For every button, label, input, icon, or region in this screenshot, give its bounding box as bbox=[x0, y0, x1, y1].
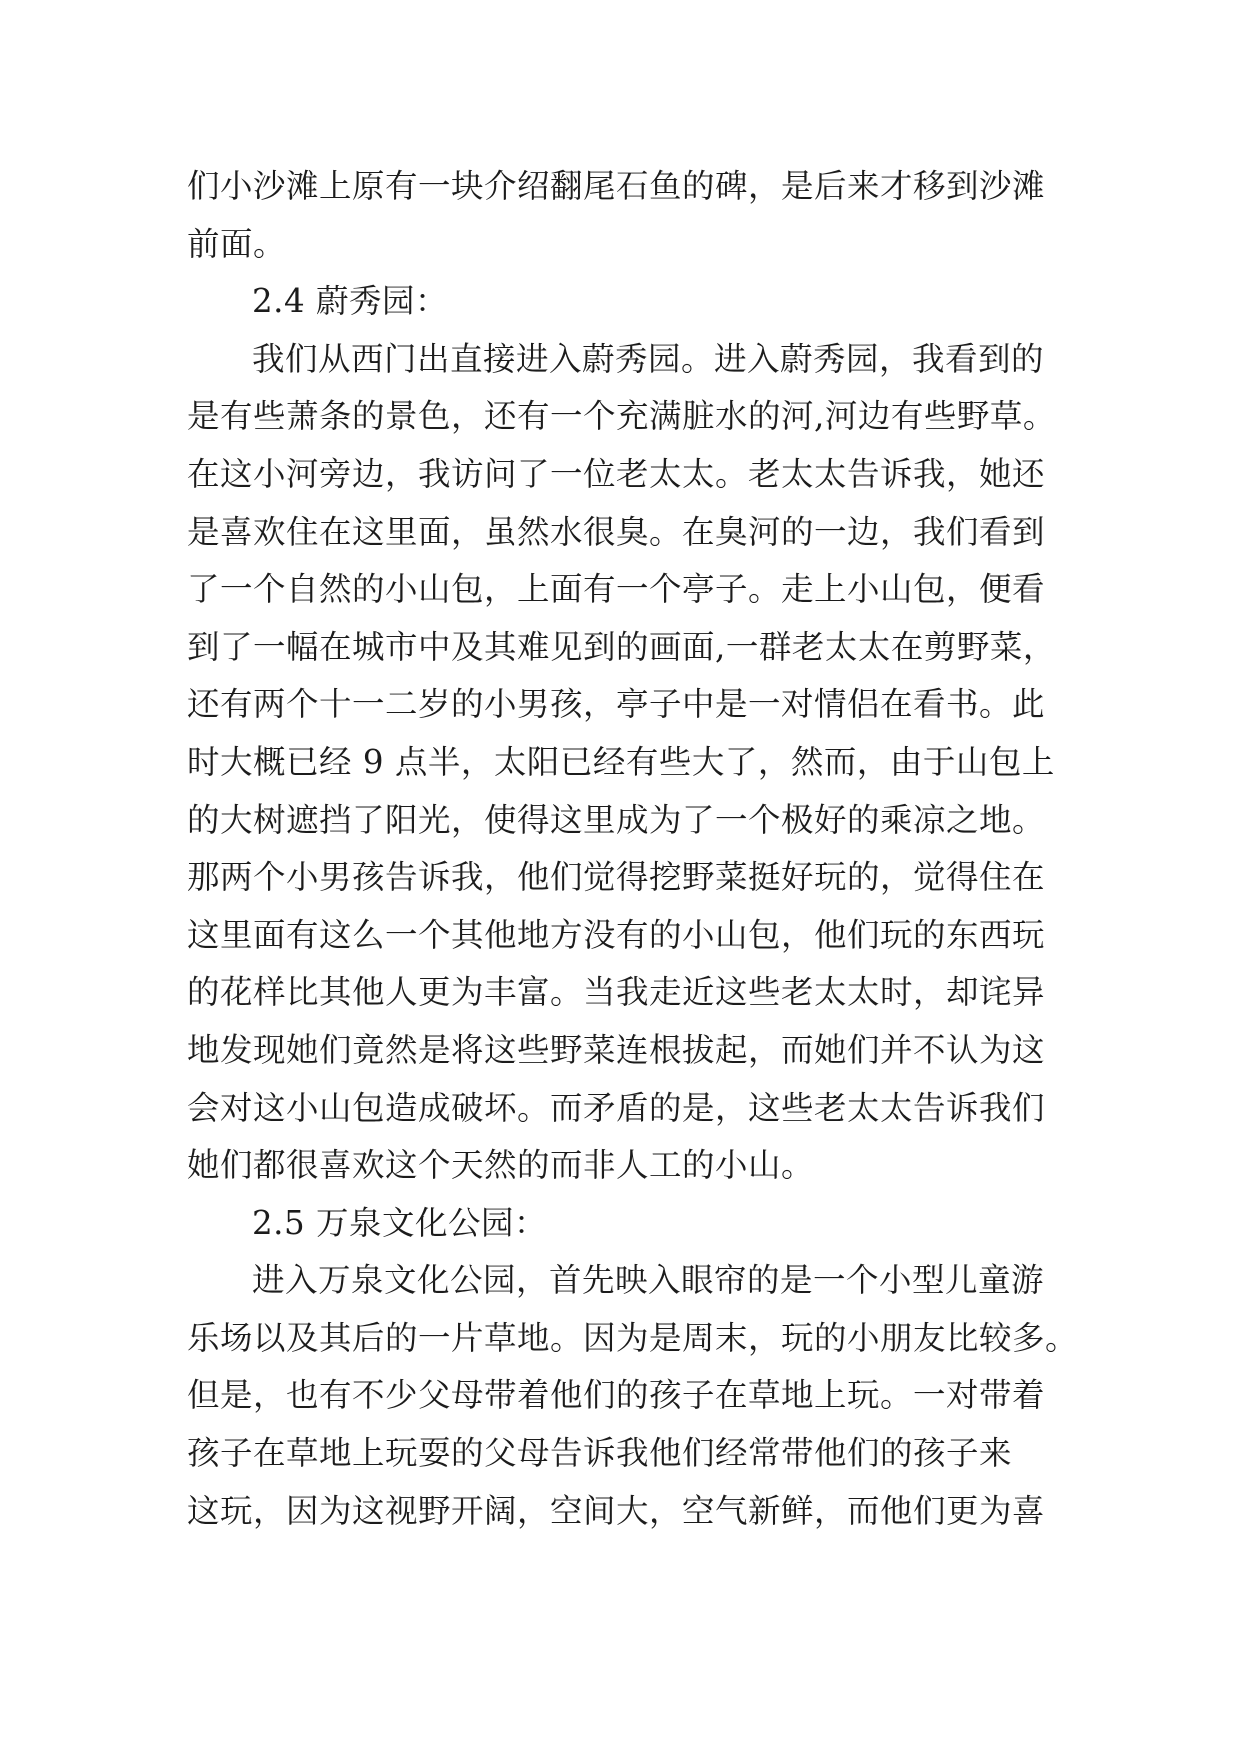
paragraph-line: 是有些萧条的景色，还有一个充满脏水的河,河边有些野草。 bbox=[187, 397, 1056, 436]
section-heading-2-5: 2.5 万泉文化公园： bbox=[252, 1203, 548, 1242]
section-heading-2-4: 2.4 蔚秀园： bbox=[252, 282, 449, 321]
paragraph-line: 我们从西门出直接进入蔚秀园。进入蔚秀园，我看到的 bbox=[252, 339, 1045, 378]
paragraph-line: 在这小河旁边，我访问了一位老太太。老太太告诉我，她还 bbox=[187, 454, 1046, 493]
paragraph-line: 前面。 bbox=[187, 224, 287, 263]
paragraph-line: 但是，也有不少父母带着他们的孩子在草地上玩。一对带着 bbox=[187, 1376, 1046, 1415]
paragraph-line: 的大树遮挡了阳光，使得这里成为了一个极好的乘凉之地。 bbox=[187, 800, 1046, 839]
paragraph-line: 这玩，因为这视野开阔，空间大，空气新鲜，而他们更为喜 bbox=[187, 1491, 1046, 1530]
paragraph-line: 进入万泉文化公园，首先映入眼帘的是一个小型儿童游 bbox=[252, 1261, 1045, 1300]
paragraph-line: 这里面有这么一个其他地方没有的小山包，他们玩的东西玩 bbox=[187, 915, 1046, 954]
body-text bbox=[187, 158, 1079, 1540]
paragraph-line: 还有两个十一二岁的小男孩，亭子中是一对情侣在看书。此 bbox=[187, 685, 1046, 724]
paragraph-line: 那两个小男孩告诉我，他们觉得挖野菜挺好玩的，觉得住在 bbox=[187, 858, 1046, 897]
paragraph-line: 了一个自然的小山包，上面有一个亭子。走上小山包，便看 bbox=[187, 570, 1046, 609]
paragraph-line: 她们都很喜欢这个天然的而非人工的小山。 bbox=[187, 1146, 815, 1185]
paragraph-line: 到了一幅在城市中及其难见到的画面,一群老太太在剪野菜， bbox=[187, 627, 1056, 666]
paragraph-line: 是喜欢住在这里面，虽然水很臭。在臭河的一边，我们看到 bbox=[187, 512, 1046, 551]
paragraph-line: 地发现她们竟然是将这些野菜连根拔起，而她们并不认为这 bbox=[187, 1030, 1046, 1069]
paragraph-line: 孩子在草地上玩耍的父母告诉我他们经常带他们的孩子来 bbox=[187, 1434, 1013, 1473]
paragraph-line: 们小沙滩上原有一块介绍翻尾石鱼的碑，是后来才移到沙滩 bbox=[187, 167, 1046, 205]
paragraph-line: 乐场以及其后的一片草地。因为是周末，玩的小朋友比较多。 bbox=[187, 1318, 1079, 1357]
paragraph-line: 时大概已经 9 点半，太阳已经有些大了，然而，由于山包上 bbox=[187, 742, 1055, 781]
paragraph-line: 会对这小山包造成破坏。而矛盾的是，这些老太太告诉我们 bbox=[187, 1088, 1046, 1127]
paragraph-line: 的花样比其他人更为丰富。当我走近这些老太太时，却诧异 bbox=[187, 973, 1046, 1012]
